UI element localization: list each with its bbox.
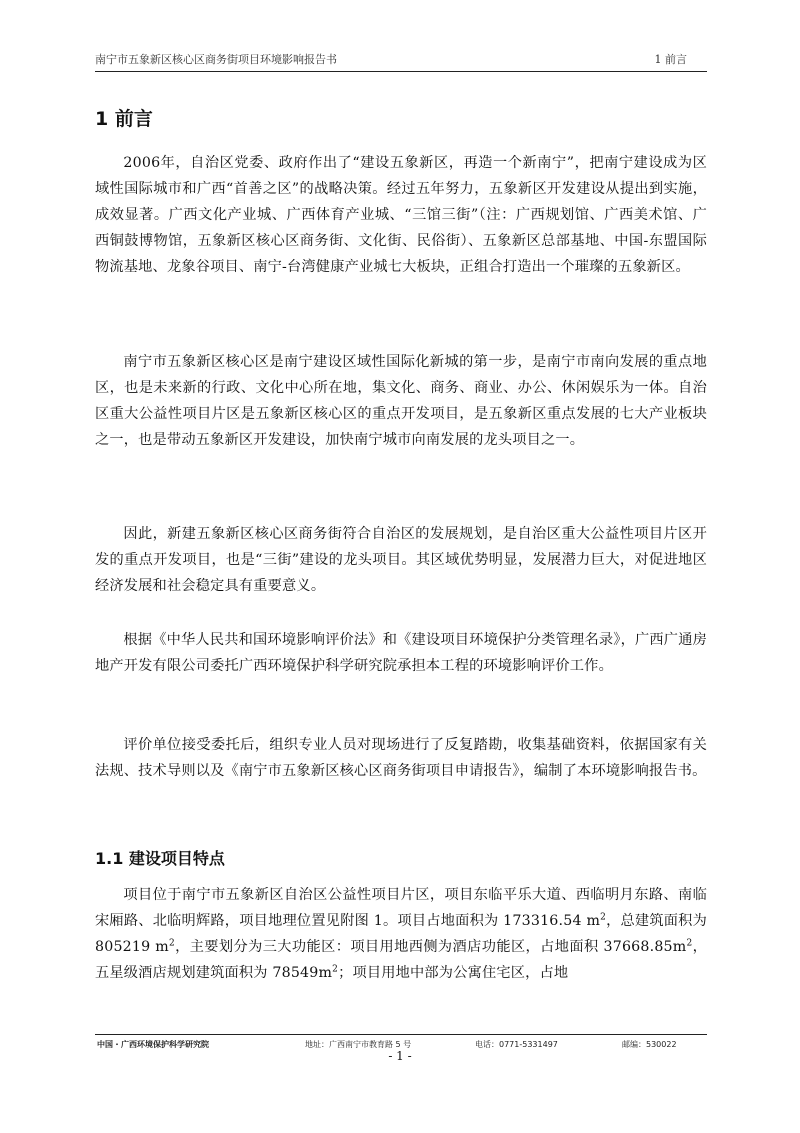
- page-number: - 1 -: [388, 1049, 412, 1063]
- footer-org: 中国・广西环境保护科学研究院: [97, 1040, 209, 1049]
- page-header: [95, 51, 707, 72]
- p6-text-b: ，总建筑面积为 805219 m: [95, 913, 707, 955]
- paragraph-3: 因此，新建五象新区核心区商务街符合自治区的发展规划，是自治区重大公益性项目片区开发的重点开发项目，也是“三街”建设的龙头项目。其区域优势明显，发展潜力巨大，对促进地区经济发展和社会稳定具有重要意义。: [95, 526, 707, 594]
- paragraph-2: 南宁市五象新区核心区是南宁建设区域性国际化新城的第一步，是南宁市南向发展的重点地区，也是未来新的行政、文化中心所在地，集文化、商务、商业、办公、休闲娱乐为一体。自治区重大公益性项目片区是五象新区核心区的重点开发项目，是五象新区重点发展的七大产业板块之一，也是带动五象新区开发建设，加快南宁城市向南发展的龙头项目之一。: [95, 354, 707, 448]
- p6-sup-4: 2: [332, 964, 339, 975]
- p6-text-c: ，主要划分为三大功能区：项目用地西侧为酒店功能区，占地面积 37668.85m: [174, 939, 687, 955]
- paragraph-4: 根据《中华人民共和国环境影响评价法》和《建设项目环境保护分类管理名录》，广西广通房地产开发有限公司委托广西环境保护科学研究院承担本工程的环境影响评价工作。: [95, 632, 707, 674]
- p6-sup-1: 2: [600, 912, 607, 923]
- p6-sup-3: 2: [686, 938, 693, 949]
- footer-address: 地址：广西南宁市教育路 5 号: [305, 1040, 412, 1049]
- subsection-title: 1.1 建设项目特点: [95, 849, 225, 868]
- p6-sup-2: 2: [168, 938, 175, 949]
- paragraph-1: 2006年，自治区党委、政府作出了“建设五象新区，再造一个新南宁”，把南宁建设成为区域性国际城市和广西“首善之区”的战略决策。经过五年努力，五象新区开发建设从提出到实施，成效显著。广西文化产业城、广西体育产业城、“三馆三街”（注：广西规划馆、广西美术馆、广西铜鼓博物馆，五象新区核心区商务街、文化街、民俗街）、五象新区总部基地、中国-东盟国际物流基地、龙象谷项目、南宁-台湾健康产业城七大板块，正组合打造出一个璀璨的五象新区。: [95, 155, 707, 275]
- paragraph-5: 评价单位接受委托后，组织专业人员对现场进行了反复踏勘，收集基础资料，依据国家有关法规、技术导则以及《南宁市五象新区核心区商务街项目申请报告》，编制了本环境影响报告书。: [95, 737, 707, 779]
- p6-text-d: ，五星级酒店规划建筑面积为 78549m: [95, 939, 707, 981]
- header-title: 南宁市五象新区核心区商务街项目环境影响报告书: [95, 53, 337, 66]
- paragraph-6: [95, 882, 707, 986]
- footer-phone: 电话：0771-5331497: [475, 1040, 558, 1049]
- footer-postcode: 邮编：530022: [622, 1040, 677, 1049]
- section-title: 1 前言: [95, 108, 153, 130]
- p6-text-e: ；项目用地中部为公寓住宅区，占地: [338, 965, 569, 981]
- p6-text-a: 项目位于南宁市五象新区自治区公益性项目片区，项目东临平乐大道、西临明月东路、南临宋厢路、北临明辉路，项目地理位置见附图 1。项目占地面积为 173316.54 m: [95, 887, 707, 929]
- header-section: 1 前言: [654, 53, 687, 66]
